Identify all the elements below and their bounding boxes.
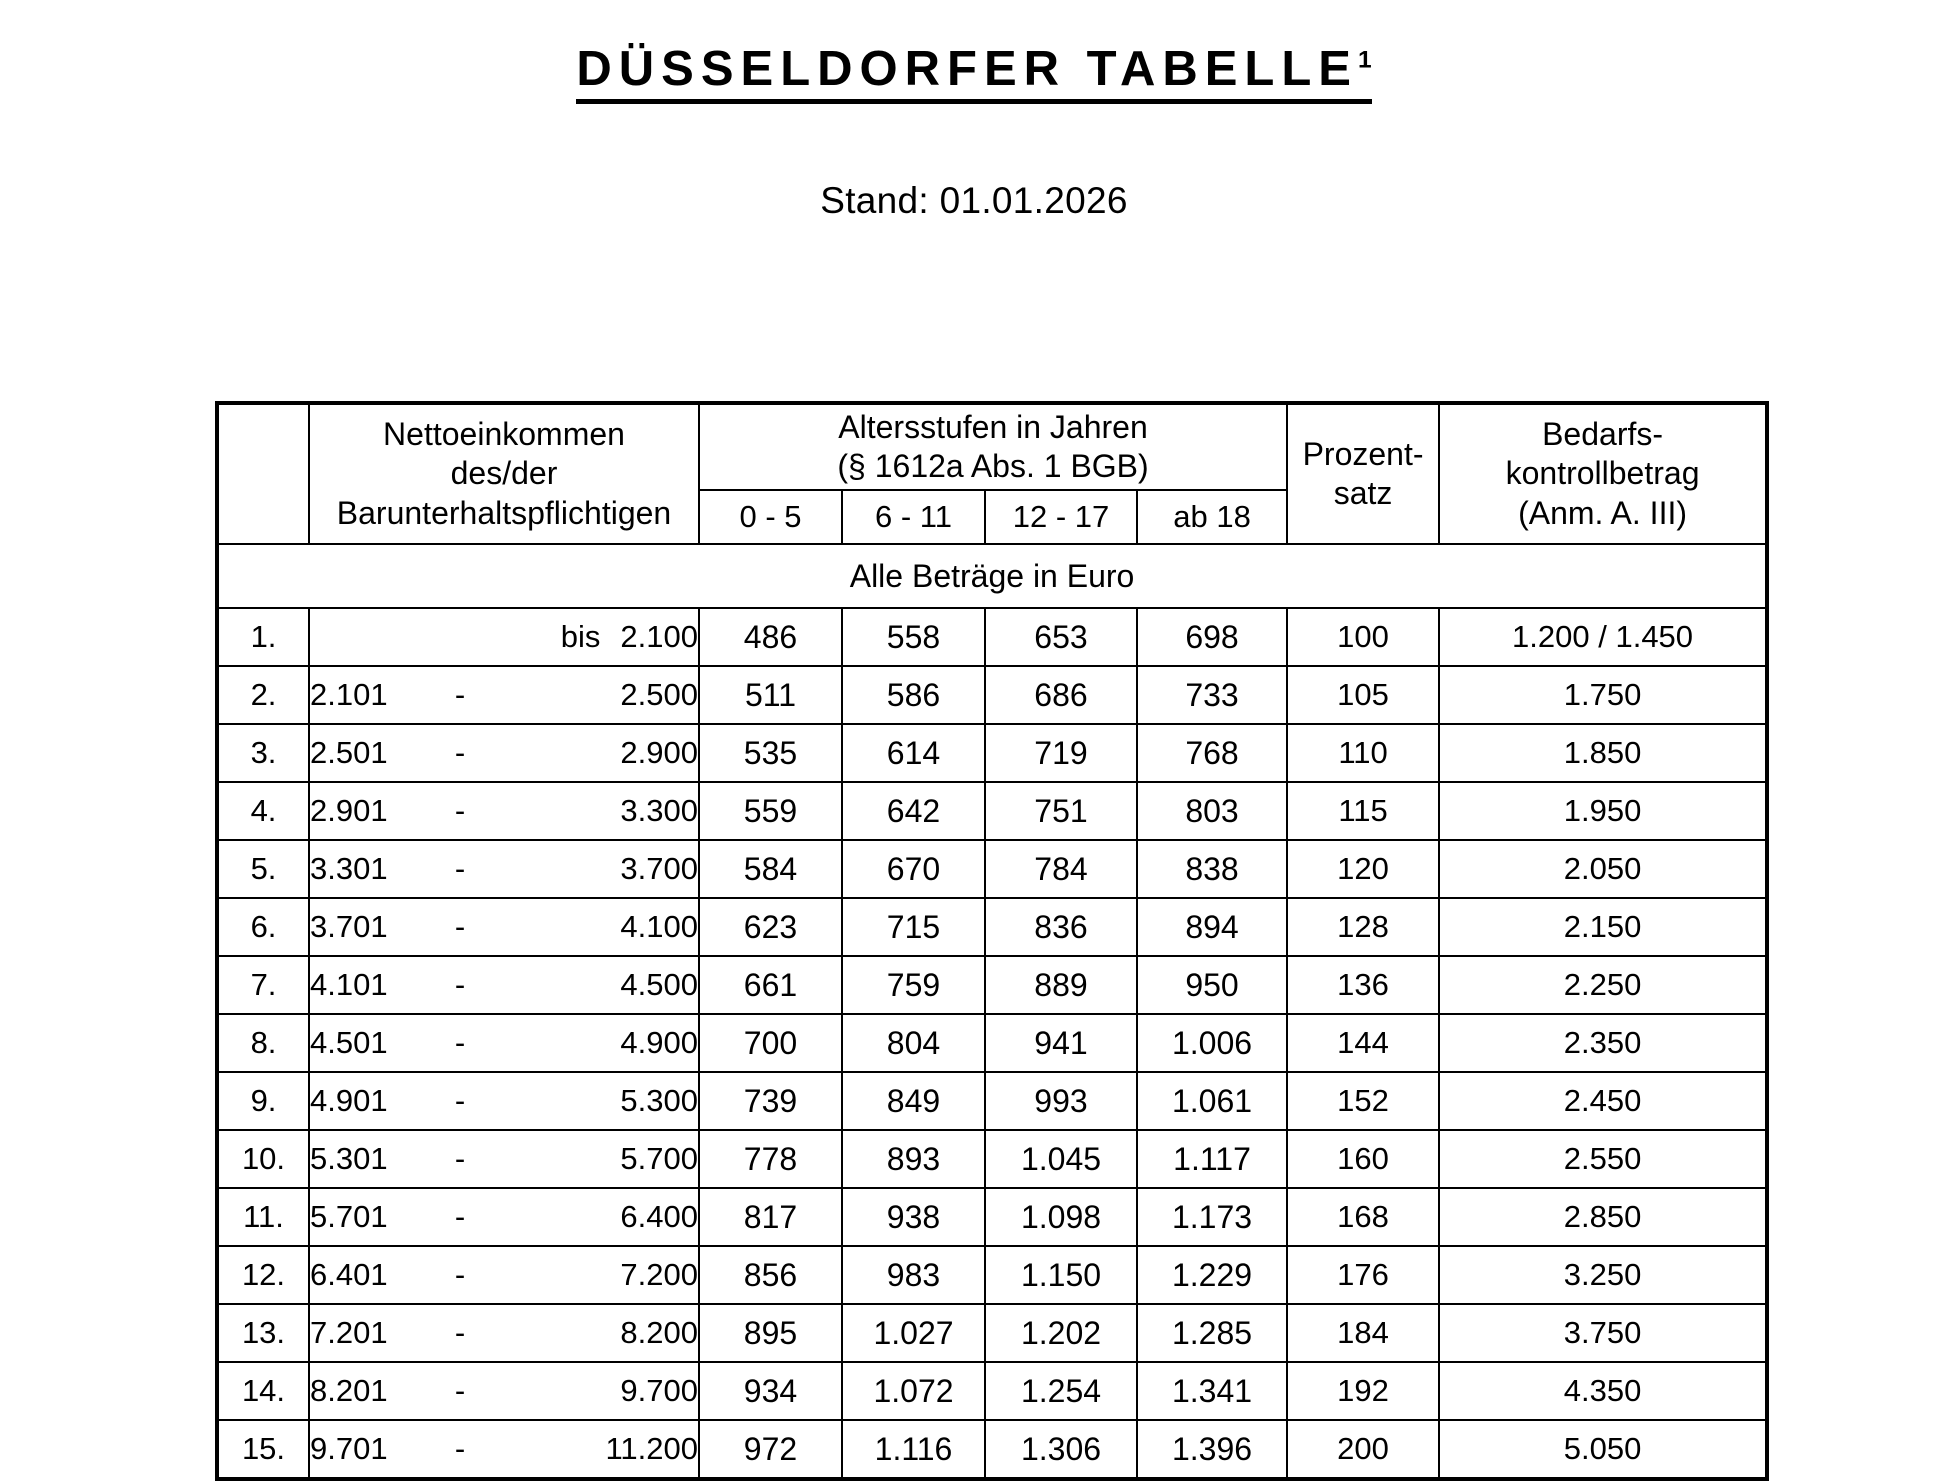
income-range-cell bbox=[309, 1362, 699, 1420]
row-index: 13. bbox=[217, 1304, 309, 1362]
cell-age-12-17: 1.254 bbox=[985, 1362, 1137, 1420]
table-head bbox=[217, 403, 1767, 544]
row-index: 14. bbox=[217, 1362, 309, 1420]
cell-age-6-11: 614 bbox=[842, 724, 985, 782]
income-from: 7.201 bbox=[310, 1315, 388, 1350]
cell-bedarfskontrollbetrag: 2.550 bbox=[1439, 1130, 1767, 1188]
income-range-cell bbox=[309, 898, 699, 956]
table-row bbox=[217, 782, 1767, 840]
table-row bbox=[217, 956, 1767, 1014]
income-to: 8.200 bbox=[620, 1315, 698, 1350]
income-from: 8.201 bbox=[310, 1373, 388, 1408]
header-net-income-line3: Barunterhaltspflichtigen bbox=[336, 494, 672, 531]
table-body bbox=[217, 544, 1767, 1479]
effective-date: Stand: 01.01.2026 bbox=[820, 179, 1128, 221]
income-to: 4.900 bbox=[620, 1025, 698, 1060]
income-from: 3.701 bbox=[310, 909, 388, 944]
income-range-dash: - bbox=[454, 735, 466, 770]
cell-percent: 105 bbox=[1287, 666, 1439, 724]
cell-percent: 192 bbox=[1287, 1362, 1439, 1420]
income-range-dash: - bbox=[454, 1431, 466, 1466]
cell-percent: 160 bbox=[1287, 1130, 1439, 1188]
cell-age-6-11: 1.072 bbox=[842, 1362, 985, 1420]
cell-age-ab-18: 698 bbox=[1137, 608, 1287, 666]
income-range-cell bbox=[309, 1246, 699, 1304]
cell-age-6-11: 983 bbox=[842, 1246, 985, 1304]
income-from: 6.401 bbox=[310, 1257, 388, 1292]
row-index: 1. bbox=[217, 608, 309, 666]
cell-age-6-11: 642 bbox=[842, 782, 985, 840]
table-row bbox=[217, 840, 1767, 898]
income-to: 11.200 bbox=[605, 1431, 698, 1466]
income-range-dash: - bbox=[454, 1257, 466, 1292]
income-to: 2.500 bbox=[620, 677, 698, 712]
cell-age-0-5: 817 bbox=[699, 1188, 842, 1246]
cell-age-12-17: 719 bbox=[985, 724, 1137, 782]
cell-age-6-11: 804 bbox=[842, 1014, 985, 1072]
cell-age-ab-18: 803 bbox=[1137, 782, 1287, 840]
row-index: 12. bbox=[217, 1246, 309, 1304]
table-row bbox=[217, 1014, 1767, 1072]
cell-age-0-5: 559 bbox=[699, 782, 842, 840]
cell-age-12-17: 993 bbox=[985, 1072, 1137, 1130]
header-age-groups-line1: Altersstufen in Jahren bbox=[838, 408, 1148, 445]
income-range-dash: - bbox=[454, 677, 466, 712]
page-title-footnote-marker: 1 bbox=[1357, 46, 1372, 74]
cell-age-12-17: 1.098 bbox=[985, 1188, 1137, 1246]
income-from: 5.301 bbox=[310, 1141, 388, 1176]
header-age-ab-18: ab 18 bbox=[1137, 490, 1287, 544]
cell-age-ab-18: 1.117 bbox=[1137, 1130, 1287, 1188]
cell-age-0-5: 895 bbox=[699, 1304, 842, 1362]
income-bis-label: bis bbox=[560, 619, 601, 654]
cell-age-12-17: 1.150 bbox=[985, 1246, 1137, 1304]
income-from: 3.301 bbox=[310, 851, 388, 886]
table-row bbox=[217, 1072, 1767, 1130]
income-from: 2.901 bbox=[310, 793, 388, 828]
cell-bedarfskontrollbetrag: 2.450 bbox=[1439, 1072, 1767, 1130]
subtitle-block bbox=[0, 180, 1948, 222]
income-from: 4.101 bbox=[310, 967, 388, 1002]
cell-age-0-5: 856 bbox=[699, 1246, 842, 1304]
title-block bbox=[0, 44, 1948, 104]
cell-bedarfskontrollbetrag: 1.850 bbox=[1439, 724, 1767, 782]
income-range-cell bbox=[309, 1130, 699, 1188]
cell-age-12-17: 889 bbox=[985, 956, 1137, 1014]
cell-age-ab-18: 1.285 bbox=[1137, 1304, 1287, 1362]
table-row bbox=[217, 724, 1767, 782]
cell-age-6-11: 586 bbox=[842, 666, 985, 724]
row-index: 9. bbox=[217, 1072, 309, 1130]
income-range-cell bbox=[309, 1072, 699, 1130]
income-range-dash: - bbox=[454, 1199, 466, 1234]
cell-bedarfskontrollbetrag: 4.350 bbox=[1439, 1362, 1767, 1420]
cell-age-6-11: 893 bbox=[842, 1130, 985, 1188]
cell-age-6-11: 759 bbox=[842, 956, 985, 1014]
header-bedarfskontrollbetrag bbox=[1439, 403, 1767, 544]
cell-age-0-5: 486 bbox=[699, 608, 842, 666]
income-range-dash: - bbox=[454, 909, 466, 944]
income-to: 6.400 bbox=[620, 1199, 698, 1234]
income-range-cell bbox=[309, 1304, 699, 1362]
cell-age-0-5: 535 bbox=[699, 724, 842, 782]
header-age-groups-line2: (§ 1612a Abs. 1 BGB) bbox=[837, 448, 1149, 484]
cell-age-12-17: 1.202 bbox=[985, 1304, 1137, 1362]
row-index: 4. bbox=[217, 782, 309, 840]
cell-age-0-5: 778 bbox=[699, 1130, 842, 1188]
header-age-0-5: 0 - 5 bbox=[699, 490, 842, 544]
income-range-dash: - bbox=[454, 1315, 466, 1350]
cell-age-0-5: 661 bbox=[699, 956, 842, 1014]
cell-age-ab-18: 1.173 bbox=[1137, 1188, 1287, 1246]
cell-age-12-17: 784 bbox=[985, 840, 1137, 898]
income-to: 4.500 bbox=[620, 967, 698, 1002]
row-index: 11. bbox=[217, 1188, 309, 1246]
table-row bbox=[217, 898, 1767, 956]
cell-age-12-17: 836 bbox=[985, 898, 1137, 956]
cell-age-12-17: 653 bbox=[985, 608, 1137, 666]
cell-age-ab-18: 950 bbox=[1137, 956, 1287, 1014]
income-to: 3.300 bbox=[620, 793, 698, 828]
cell-age-ab-18: 894 bbox=[1137, 898, 1287, 956]
income-range-dash: - bbox=[454, 851, 466, 886]
header-bedarfskontrollbetrag-line2: kontrollbetrag bbox=[1505, 455, 1700, 492]
income-range-cell bbox=[309, 1014, 699, 1072]
cell-age-0-5: 972 bbox=[699, 1420, 842, 1479]
cell-age-ab-18: 1.006 bbox=[1137, 1014, 1287, 1072]
header-percent-rate-line1: Prozent- bbox=[1302, 435, 1424, 472]
cell-bedarfskontrollbetrag: 2.150 bbox=[1439, 898, 1767, 956]
income-from: 2.101 bbox=[310, 677, 388, 712]
row-index: 7. bbox=[217, 956, 309, 1014]
cell-age-6-11: 558 bbox=[842, 608, 985, 666]
income-range-cell bbox=[309, 1188, 699, 1246]
income-to: 3.700 bbox=[620, 851, 698, 886]
income-to: 5.700 bbox=[620, 1141, 698, 1176]
row-index: 15. bbox=[217, 1420, 309, 1479]
cell-age-6-11: 670 bbox=[842, 840, 985, 898]
cell-age-6-11: 1.027 bbox=[842, 1304, 985, 1362]
table-row bbox=[217, 1304, 1767, 1362]
currency-note: Alle Beträge in Euro bbox=[217, 544, 1767, 608]
cell-bedarfskontrollbetrag: 1.200 / 1.450 bbox=[1439, 608, 1767, 666]
cell-bedarfskontrollbetrag: 2.050 bbox=[1439, 840, 1767, 898]
cell-percent: 110 bbox=[1287, 724, 1439, 782]
header-row-primary bbox=[217, 403, 1767, 490]
cell-bedarfskontrollbetrag: 2.850 bbox=[1439, 1188, 1767, 1246]
income-from: 2.501 bbox=[310, 735, 388, 770]
income-range-cell bbox=[309, 608, 699, 666]
header-net-income bbox=[309, 403, 699, 544]
income-range-cell bbox=[309, 1420, 699, 1479]
header-bedarfskontrollbetrag-line3: (Anm. A. III) bbox=[1518, 494, 1687, 531]
row-index: 2. bbox=[217, 666, 309, 724]
row-index: 5. bbox=[217, 840, 309, 898]
cell-age-12-17: 941 bbox=[985, 1014, 1137, 1072]
cell-age-ab-18: 1.229 bbox=[1137, 1246, 1287, 1304]
cell-age-ab-18: 733 bbox=[1137, 666, 1287, 724]
row-index: 10. bbox=[217, 1130, 309, 1188]
cell-percent: 152 bbox=[1287, 1072, 1439, 1130]
header-net-income-line1: Nettoeinkommen bbox=[383, 416, 625, 453]
header-percent-rate-line2: satz bbox=[1333, 475, 1393, 511]
table-row bbox=[217, 1420, 1767, 1479]
income-from: 4.501 bbox=[310, 1025, 388, 1060]
income-from: 5.701 bbox=[310, 1199, 388, 1234]
table-row bbox=[217, 666, 1767, 724]
income-range-cell bbox=[309, 666, 699, 724]
table-row bbox=[217, 1362, 1767, 1420]
header-age-groups bbox=[699, 403, 1287, 490]
cell-bedarfskontrollbetrag: 1.750 bbox=[1439, 666, 1767, 724]
cell-age-0-5: 934 bbox=[699, 1362, 842, 1420]
row-index: 6. bbox=[217, 898, 309, 956]
cell-age-ab-18: 1.396 bbox=[1137, 1420, 1287, 1479]
income-range-dash: - bbox=[454, 967, 466, 1002]
income-to: 2.900 bbox=[620, 735, 698, 770]
row-index: 8. bbox=[217, 1014, 309, 1072]
income-from: 4.901 bbox=[310, 1083, 388, 1118]
cell-age-12-17: 686 bbox=[985, 666, 1137, 724]
cell-age-0-5: 623 bbox=[699, 898, 842, 956]
header-age-6-11: 6 - 11 bbox=[842, 490, 985, 544]
table-row bbox=[217, 1188, 1767, 1246]
cell-age-12-17: 1.045 bbox=[985, 1130, 1137, 1188]
cell-age-12-17: 1.306 bbox=[985, 1420, 1137, 1479]
cell-bedarfskontrollbetrag: 2.250 bbox=[1439, 956, 1767, 1014]
cell-age-0-5: 700 bbox=[699, 1014, 842, 1072]
header-bedarfskontrollbetrag-line1: Bedarfs- bbox=[1542, 416, 1664, 453]
cell-percent: 128 bbox=[1287, 898, 1439, 956]
duesseldorfer-tabelle bbox=[215, 401, 1769, 1481]
header-percent-rate bbox=[1287, 403, 1439, 544]
table-row bbox=[217, 1130, 1767, 1188]
currency-note-row bbox=[217, 544, 1767, 608]
income-to: 7.200 bbox=[620, 1257, 698, 1292]
cell-bedarfskontrollbetrag: 3.250 bbox=[1439, 1246, 1767, 1304]
table-row bbox=[217, 608, 1767, 666]
cell-percent: 176 bbox=[1287, 1246, 1439, 1304]
income-to: 4.100 bbox=[620, 909, 698, 944]
cell-bedarfskontrollbetrag: 2.350 bbox=[1439, 1014, 1767, 1072]
cell-age-ab-18: 838 bbox=[1137, 840, 1287, 898]
income-to: 2.100 bbox=[620, 619, 698, 654]
cell-bedarfskontrollbetrag: 3.750 bbox=[1439, 1304, 1767, 1362]
income-range-dash: - bbox=[454, 1083, 466, 1118]
income-range-cell bbox=[309, 724, 699, 782]
income-range-dash: - bbox=[454, 793, 466, 828]
page-title bbox=[576, 44, 1371, 104]
cell-age-ab-18: 1.061 bbox=[1137, 1072, 1287, 1130]
cell-age-6-11: 1.116 bbox=[842, 1420, 985, 1479]
table-row bbox=[217, 1246, 1767, 1304]
cell-bedarfskontrollbetrag: 1.950 bbox=[1439, 782, 1767, 840]
header-index-col bbox=[217, 403, 309, 544]
income-range-dash: - bbox=[454, 1025, 466, 1060]
cell-bedarfskontrollbetrag: 5.050 bbox=[1439, 1420, 1767, 1479]
header-age-12-17: 12 - 17 bbox=[985, 490, 1137, 544]
page-title-text: DÜSSELDORFER TABELLE bbox=[576, 42, 1358, 96]
income-range-cell bbox=[309, 782, 699, 840]
cell-percent: 184 bbox=[1287, 1304, 1439, 1362]
income-to: 5.300 bbox=[620, 1083, 698, 1118]
cell-age-0-5: 739 bbox=[699, 1072, 842, 1130]
cell-age-0-5: 511 bbox=[699, 666, 842, 724]
income-to: 9.700 bbox=[620, 1373, 698, 1408]
cell-percent: 136 bbox=[1287, 956, 1439, 1014]
income-from: 9.701 bbox=[310, 1431, 388, 1466]
income-range-cell bbox=[309, 956, 699, 1014]
cell-percent: 200 bbox=[1287, 1420, 1439, 1479]
cell-percent: 100 bbox=[1287, 608, 1439, 666]
cell-percent: 115 bbox=[1287, 782, 1439, 840]
income-range-dash: - bbox=[454, 1141, 466, 1176]
cell-age-0-5: 584 bbox=[699, 840, 842, 898]
cell-percent: 120 bbox=[1287, 840, 1439, 898]
cell-percent: 144 bbox=[1287, 1014, 1439, 1072]
cell-age-12-17: 751 bbox=[985, 782, 1137, 840]
cell-percent: 168 bbox=[1287, 1188, 1439, 1246]
cell-age-ab-18: 1.341 bbox=[1137, 1362, 1287, 1420]
cell-age-6-11: 849 bbox=[842, 1072, 985, 1130]
row-index: 3. bbox=[217, 724, 309, 782]
income-range-cell bbox=[309, 840, 699, 898]
header-net-income-line2: des/der bbox=[450, 455, 558, 492]
cell-age-6-11: 715 bbox=[842, 898, 985, 956]
duesseldorfer-tabelle-container bbox=[215, 401, 1765, 1481]
income-range-dash: - bbox=[454, 1373, 466, 1408]
cell-age-ab-18: 768 bbox=[1137, 724, 1287, 782]
cell-age-6-11: 938 bbox=[842, 1188, 985, 1246]
